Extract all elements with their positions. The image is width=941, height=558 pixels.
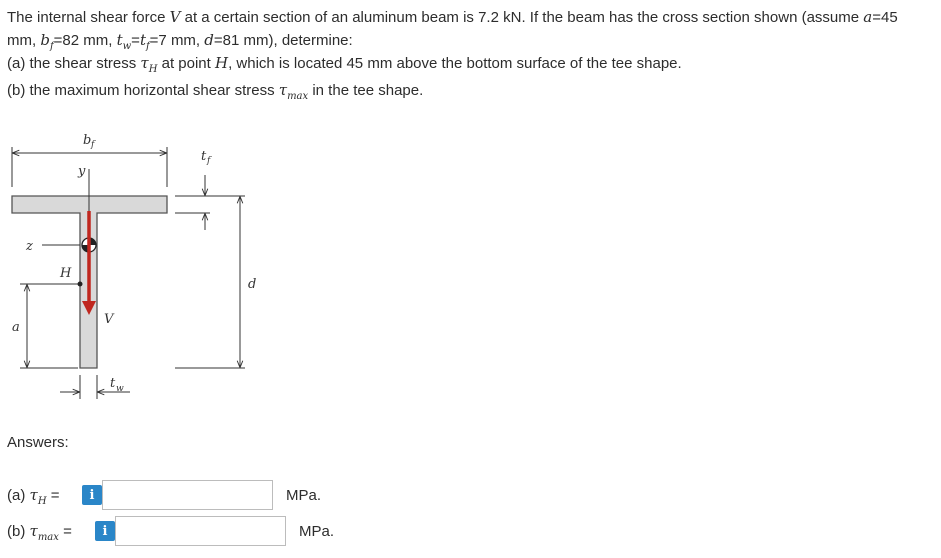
tw-label-sub: w: [116, 384, 124, 394]
subscript-w: w: [122, 41, 132, 52]
y-axis-label: y: [78, 164, 86, 179]
bf-label: b: [83, 133, 92, 148]
text: =: [46, 487, 60, 504]
subscript-f: f: [145, 41, 150, 52]
answer-row-b: [7, 516, 334, 546]
point-H-label: H: [60, 266, 72, 281]
a-label: a: [12, 320, 20, 335]
subscript-H: H: [148, 64, 158, 75]
subscript-H: H: [37, 496, 47, 507]
text: =: [131, 32, 140, 49]
text: =7 mm,: [149, 32, 205, 49]
text: =45: [872, 9, 898, 26]
subscript-f: f: [49, 41, 54, 52]
symbol-a: a: [863, 8, 873, 26]
text: at point: [157, 55, 215, 72]
bf-label-sub: f: [91, 140, 95, 150]
answer-row-a: [7, 480, 321, 510]
info-icon[interactable]: i: [95, 521, 115, 541]
tf-label-sub: f: [207, 156, 211, 166]
symbol-d: d: [204, 31, 214, 49]
text: The internal shear force: [7, 9, 170, 26]
tf-label: t: [201, 149, 207, 164]
text: mm,: [7, 32, 41, 49]
text: (b): [7, 523, 30, 540]
text: (a) the shear stress: [7, 55, 141, 72]
symbol-tau: τ: [140, 54, 149, 72]
text: , which is located 45 mm above the bottom surface of the tee shape.: [228, 55, 682, 72]
shear-force-label: V: [104, 312, 114, 327]
answer-b-input[interactable]: [115, 516, 286, 546]
problem-part-a: [7, 52, 932, 75]
z-axis-label: z: [26, 239, 33, 254]
figure-svg: [0, 125, 300, 415]
answer-b-unit: MPa.: [299, 522, 335, 540]
text: =82 mm,: [53, 32, 117, 49]
tw-label: t: [110, 376, 116, 391]
symbol-tau: τ: [29, 522, 38, 540]
info-icon[interactable]: i: [82, 485, 102, 505]
text: (b) the maximum horizontal shear stress: [7, 82, 279, 99]
text: =: [58, 523, 72, 540]
tee-cross-section-figure: [0, 125, 300, 415]
problem-statement: [7, 6, 932, 102]
text: in the tee shape.: [308, 82, 424, 99]
answer-a-input[interactable]: [102, 480, 273, 510]
symbol-b: b: [40, 31, 50, 49]
problem-part-b: [7, 79, 932, 102]
subscript-max: max: [37, 532, 59, 543]
text: =81 mm), determine:: [213, 32, 353, 49]
text: (a): [7, 487, 30, 504]
answers-heading: Answers:: [7, 434, 69, 451]
answer-a-label: [7, 486, 82, 507]
symbol-t: t: [139, 31, 146, 49]
text: at a certain section of an aluminum beam is 7.2 kN. If the beam has the cross section shown (assume: [180, 9, 864, 26]
problem-line-2: [7, 29, 932, 52]
d-label: d: [248, 277, 257, 292]
symbol-t: t: [116, 31, 123, 49]
symbol-V: V: [169, 8, 181, 26]
answer-a-unit: MPa.: [286, 486, 322, 504]
subscript-max: max: [287, 91, 309, 102]
point-H-marker: [78, 282, 83, 287]
symbol-tau: τ: [278, 81, 288, 99]
problem-line-1: [7, 6, 932, 29]
symbol-tau: τ: [29, 486, 38, 504]
symbol-H: H: [214, 54, 229, 72]
answer-b-label: [7, 522, 95, 543]
